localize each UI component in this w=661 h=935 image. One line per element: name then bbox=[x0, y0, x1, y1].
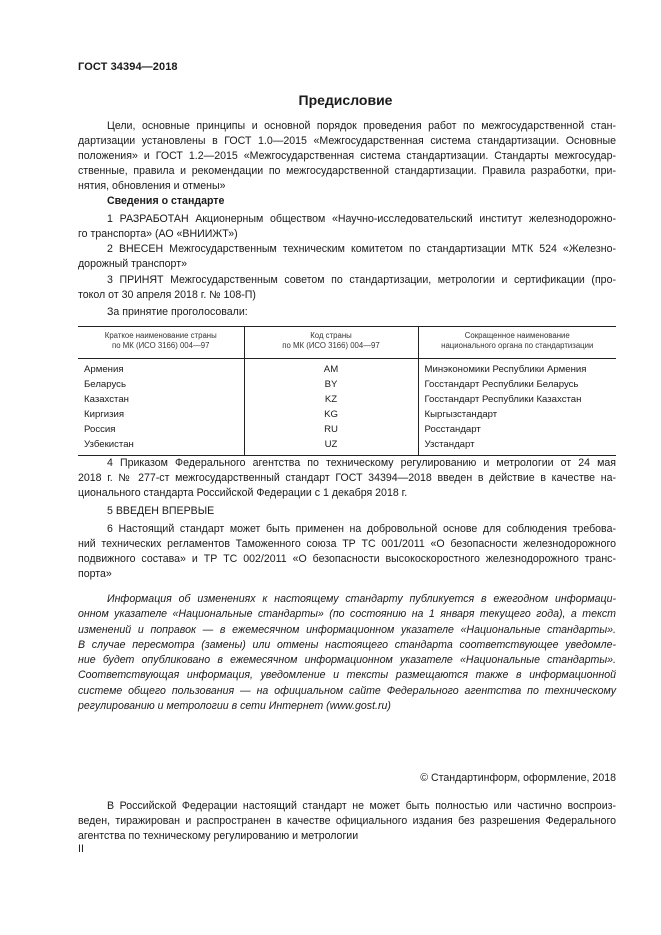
code-cell: BY bbox=[244, 377, 418, 392]
country-cell: Армения bbox=[84, 364, 124, 375]
info-line: системе общего пользования — на официальном сайте Федерального агентства по техническому bbox=[78, 684, 616, 697]
code-cell: UZ bbox=[244, 437, 418, 456]
item-3-line: токол от 30 апреля 2018 г. № 108-П) bbox=[78, 289, 256, 301]
header-line: Сокращенное наименование bbox=[464, 330, 570, 340]
table-header-country bbox=[78, 327, 244, 359]
country-cell: Россия bbox=[84, 424, 116, 435]
item-4-line: ционального стандарта Российской Федерации с 1 декабря 2018 г. bbox=[78, 487, 408, 499]
intro-line: дартизации установлены в ГОСТ 1.0—2015 «Межгосударственная система стандартизации. Основные bbox=[78, 135, 616, 147]
item-1 bbox=[78, 212, 616, 242]
page-header-standard: ГОСТ 34394—2018 bbox=[78, 61, 178, 73]
country-cell: Узбекистан bbox=[78, 437, 244, 456]
body-cell: Госстандарт Республики Казахстан bbox=[418, 392, 616, 407]
table-row bbox=[78, 422, 616, 437]
item-6-line: ний технических регламентов Таможенного союза ТР ТС 001/2011 «О безопасности железнодорожного bbox=[78, 538, 616, 550]
table-header-body bbox=[418, 327, 616, 359]
page-number: II bbox=[78, 843, 84, 855]
country-table bbox=[78, 326, 616, 456]
info-line: Соответствующая информация, уведомление и тексты размещаются также в информационной bbox=[78, 669, 616, 682]
intro-paragraph bbox=[78, 119, 616, 194]
item-6 bbox=[78, 522, 616, 582]
page-title: Предисловие bbox=[298, 92, 393, 108]
section-heading: Сведения о стандарте bbox=[107, 195, 225, 207]
item-1-line: 1 РАЗРАБОТАН Акционерным обществом «Научно-исследовательский институт железнодорожно- bbox=[107, 213, 616, 225]
intro-line: нятия, обновления и отмены» bbox=[78, 180, 226, 192]
item-2-line: дорожный транспорт» bbox=[78, 258, 187, 270]
item-4 bbox=[78, 456, 616, 501]
body-cell: Кыргызстандарт bbox=[418, 407, 616, 422]
info-line: онном указателе «Национальные стандарты» (по состоянию на 1 января текущего года), а текст bbox=[78, 608, 616, 621]
info-line: Информация об изменениях к настоящему стандарту публикуется в ежегодном информаци- bbox=[107, 593, 616, 605]
table-row bbox=[78, 377, 616, 392]
body-cell: Узстандарт bbox=[418, 437, 616, 456]
table-row bbox=[78, 359, 616, 378]
country-cell: Киргизия bbox=[84, 409, 125, 420]
item-3-line: 3 ПРИНЯТ Межгосударственным советом по стандартизации, метрологии и сертификации (про- bbox=[107, 274, 616, 286]
item-2-line: 2 ВНЕСЕН Межгосударственным техническим комитетом по стандартизации МТК 524 «Железно- bbox=[107, 243, 616, 255]
country-cell: Беларусь bbox=[84, 379, 126, 390]
intro-line: ственные, правила и рекомендации по межгосударственной стандартизации. Правила разработки, при- bbox=[78, 165, 616, 177]
header-line: по МК (ИСО 3166) 004—97 bbox=[112, 340, 210, 350]
item-6-line: порта» bbox=[78, 568, 112, 580]
item-3 bbox=[78, 273, 616, 303]
table-row bbox=[78, 392, 616, 407]
info-line: изменений и поправок — в ежемесячном информационном указателе «Национальные стандарты». bbox=[78, 623, 616, 636]
table-row bbox=[78, 437, 616, 456]
legal-line: В Российской Федерации настоящий стандарт не может быть полностью или частично воспроиз- bbox=[107, 800, 616, 812]
info-line: регулированию и метрологии в сети Интернет (www.gost.ru) bbox=[78, 700, 391, 713]
code-cell: KG bbox=[244, 407, 418, 422]
body-cell: Росстандарт bbox=[418, 422, 616, 437]
item-4-line: 2018 г. № 277-ст межгосударственный стандарт ГОСТ 34394—2018 введен в действие в качестве на- bbox=[78, 472, 616, 484]
table-header-row bbox=[78, 327, 616, 359]
info-line: В случае пересмотра (замены) или отмены настоящего стандарта соответствующее уведомле- bbox=[78, 638, 616, 651]
item-6-line: 6 Настоящий стандарт может быть применен на добровольной основе для соблюдения требова- bbox=[107, 523, 616, 535]
info-notice bbox=[78, 592, 616, 714]
item-5: 5 ВВЕДЕН ВПЕРВЫЕ bbox=[107, 505, 215, 517]
header-line: Краткое наименование страны bbox=[104, 330, 217, 340]
table-header-code bbox=[244, 327, 418, 359]
item-6-line: подвижного состава» и ТР ТС 002/2011 «О безопасности высокоскоростного железнодорожного транс- bbox=[78, 553, 616, 565]
code-cell: KZ bbox=[244, 392, 418, 407]
legal-notice bbox=[78, 799, 616, 844]
intro-line: положения» и ГОСТ 1.2—2015 «Межгосударственная система стандартизации. Стандарты межгосудар- bbox=[78, 150, 616, 162]
country-cell: Казахстан bbox=[84, 394, 129, 405]
header-line: национального органа по стандартизации bbox=[441, 340, 594, 350]
item-1-line: го транспорта» (АО «ВНИИЖТ») bbox=[78, 228, 238, 240]
item-4-line: 4 Приказом Федерального агентства по техническому регулированию и метрологии от 24 мая bbox=[107, 457, 616, 469]
intro-line: Цели, основные принципы и основной порядок проведения работ по межгосударственной стан- bbox=[107, 120, 616, 132]
info-line: ние будет опубликовано в ежемесячном информационном указателе «Национальные стандарты». bbox=[78, 654, 616, 667]
code-cell: RU bbox=[244, 422, 418, 437]
body-cell: Минэкономики Республики Армения bbox=[418, 359, 616, 378]
legal-line: агентства по техническому регулированию и метрологии bbox=[78, 830, 359, 842]
item-2 bbox=[78, 242, 616, 272]
body-cell: Госстандарт Республики Беларусь bbox=[418, 377, 616, 392]
code-cell: AM bbox=[244, 359, 418, 378]
header-line: Код страны bbox=[310, 330, 352, 340]
vote-label: За принятие проголосовали: bbox=[107, 306, 248, 318]
copyright-notice: © Стандартинформ, оформление, 2018 bbox=[420, 772, 616, 784]
header-line: по МК (ИСО 3166) 004—97 bbox=[282, 340, 380, 350]
legal-line: веден, тиражирован и распространен в качестве официального издания без разрешения Федерального bbox=[78, 815, 616, 827]
table-row bbox=[78, 407, 616, 422]
